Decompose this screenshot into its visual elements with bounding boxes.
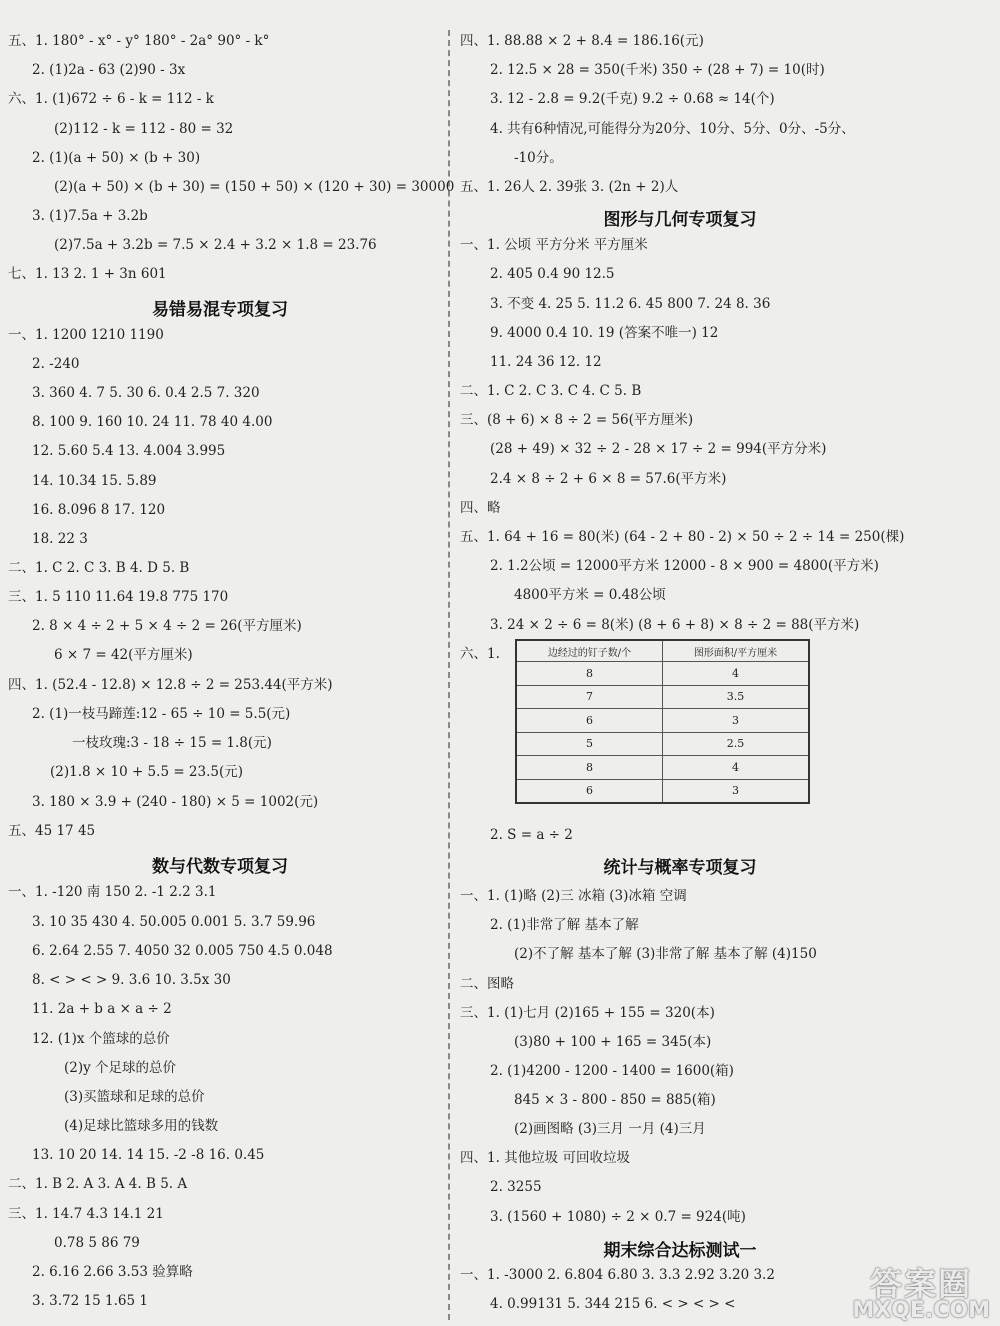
- watermark-title: 答案圈: [870, 1265, 973, 1303]
- left-answer-line: 14. 10.34 15. 5.89: [32, 473, 157, 489]
- column-divider: [448, 30, 450, 1320]
- watermark-url: MXQE.COM: [852, 1298, 990, 1323]
- left-answer-line: (2)y 个足球的总价: [64, 1060, 177, 1076]
- left-answer-line: 6 × 7 = 42(平方厘米): [54, 647, 193, 663]
- table-cell: 2.5: [663, 732, 810, 756]
- right-answer-line: 五、1. 26人 2. 39张 3. (2n + 2)人: [460, 179, 679, 195]
- left-answer-line: 五、45 17 45: [8, 823, 96, 839]
- right-answer-line: (3)80 + 100 + 165 = 345(本): [514, 1034, 712, 1050]
- left-answer-line: 3. 180 × 3.9 + (240 - 180) × 5 = 1002(元): [32, 794, 319, 810]
- right-answer-line: 一、1. 公顷 平方分米 平方厘米: [460, 237, 648, 253]
- table-row: [516, 685, 809, 709]
- right-answer-line: 2. 405 0.4 90 12.5: [490, 266, 615, 282]
- table-cell: 7: [516, 685, 663, 709]
- left-answer-line: 六、1. (1)672 ÷ 6 - k = 112 - k: [8, 91, 214, 107]
- right-answer-line: 一、1. -3000 2. 6.804 6.80 3. 3.3 2.92 3.20 3.2: [460, 1267, 775, 1283]
- left-answer-line: 0.78 5 86 79: [54, 1235, 140, 1251]
- left-answer-line: (2)112 - k = 112 - 80 = 32: [54, 121, 234, 137]
- table-row: [516, 756, 809, 780]
- left-answer-line: (2)(a + 50) × (b + 30) = (150 + 50) × (120 + 30) = 30000: [54, 179, 455, 195]
- table-row: [516, 779, 809, 803]
- right-section-heading: 期末综合达标测试一: [603, 1241, 757, 1261]
- left-answer-line: 一枝玫瑰:3 - 18 ÷ 15 = 1.8(元): [72, 735, 272, 751]
- right-answer-line: 二、图略: [460, 976, 514, 992]
- left-answer-line: 四、1. (52.4 - 12.8) × 12.8 ÷ 2 = 253.44(平方米): [8, 677, 333, 693]
- left-answer-line: (4)足球比篮球多用的钱数: [64, 1118, 219, 1134]
- right-answer-line: 三、1. (1)七月 (2)165 + 155 = 320(本): [460, 1005, 715, 1021]
- left-section-heading: 数与代数专项复习: [152, 857, 288, 877]
- right-answer-line: 三、(8 + 6) × 8 ÷ 2 = 56(平方厘米): [460, 412, 694, 428]
- left-answer-line: 2. (1)(a + 50) × (b + 30): [32, 150, 201, 166]
- right-answer-line: (2)不了解 基本了解 (3)非常了解 基本了解 (4)150: [514, 946, 817, 962]
- table-header-cell: 图形面积/平方厘米: [663, 640, 810, 662]
- table-row: [516, 662, 809, 686]
- left-answer-line: 11. 2a + b a × a ÷ 2: [32, 1001, 172, 1017]
- left-answer-line: 2. (1)一枝马蹄莲:12 - 65 ÷ 10 = 5.5(元): [32, 706, 291, 722]
- right-answer-line: 2. 1.2公顷 = 12000平方米 12000 - 8 × 900 = 4800(平方米): [490, 558, 879, 574]
- left-answer-line: 13. 10 20 14. 14 15. -2 -8 16. 0.45: [32, 1147, 265, 1163]
- left-answer-line: 2. (1)2a - 63 (2)90 - 3x: [32, 62, 186, 78]
- left-answer-line: 七、1. 13 2. 1 + 3n 601: [8, 266, 167, 282]
- right-answer-line: 2. (1)4200 - 1200 - 1400 = 1600(箱): [490, 1063, 734, 1079]
- left-answer-line: 2. -240: [32, 356, 80, 372]
- right-answer-line: 二、1. C 2. C 3. C 4. C 5. B: [460, 383, 642, 399]
- left-answer-line: 二、1. B 2. A 3. A 4. B 5. A: [8, 1176, 188, 1192]
- left-answer-line: 12. 5.60 5.4 13. 4.004 3.995: [32, 443, 226, 459]
- right-answer-line: 2. 12.5 × 28 = 350(千米) 350 ÷ (28 + 7) = 10(时): [490, 62, 825, 78]
- table-cell: 4: [663, 662, 810, 686]
- right-answer-line: 六、1.: [460, 646, 500, 662]
- right-answer-line: 4. 共有6种情况,可能得分为20分、10分、5分、0分、-5分、: [490, 121, 855, 137]
- site-watermark: [852, 1265, 990, 1323]
- nail-area-table: [515, 639, 810, 804]
- left-answer-line: 8. < > < > 9. 3.6 10. 3.5x 30: [32, 972, 231, 988]
- left-answer-line: 16. 8.096 8 17. 120: [32, 502, 166, 518]
- table-header-row: [516, 640, 809, 662]
- table-cell: 3: [663, 709, 810, 733]
- right-section-heading: 图形与几何专项复习: [603, 210, 757, 230]
- left-answer-line: 18. 22 3: [32, 531, 88, 547]
- left-answer-line: 3. 3.72 15 1.65 1: [32, 1293, 148, 1309]
- left-answer-line: 12. (1)x 个篮球的总价: [32, 1031, 170, 1047]
- right-answer-line: 四、1. 其他垃圾 可回收垃圾: [460, 1150, 630, 1166]
- left-answer-line: 3. 360 4. 7 5. 30 6. 0.4 2.5 7. 320: [32, 385, 260, 401]
- right-answer-line: 9. 4000 0.4 10. 19 (答案不唯一) 12: [490, 325, 719, 341]
- right-answer-line: 2.4 × 8 ÷ 2 + 6 × 8 = 57.6(平方米): [490, 471, 727, 487]
- table-cell: 6: [516, 709, 663, 733]
- right-answer-line: 3. 24 × 2 ÷ 6 = 8(米) (8 + 6 + 8) × 8 ÷ 2 = 88(平方米): [490, 617, 860, 633]
- table-row: [516, 709, 809, 733]
- table-cell: 8: [516, 756, 663, 780]
- right-answer-line: (2)画图略 (3)三月 一月 (4)三月: [514, 1121, 706, 1137]
- table-cell: 3: [663, 779, 810, 803]
- right-answer-line: 2. (1)非常了解 基本了解: [490, 917, 639, 933]
- right-answer-line: 11. 24 36 12. 12: [490, 354, 602, 370]
- right-answer-line: 四、1. 88.88 × 2 + 8.4 = 186.16(元): [460, 33, 704, 49]
- right-answer-line: (28 + 49) × 32 ÷ 2 - 28 × 17 ÷ 2 = 994(平方分米): [490, 441, 827, 457]
- right-answer-line: 4800平方米 = 0.48公顷: [514, 587, 666, 603]
- table-cell: 3.5: [663, 685, 810, 709]
- right-answer-line: 一、1. (1)略 (2)三 冰箱 (3)冰箱 空调: [460, 888, 687, 904]
- left-answer-line: 6. 2.64 2.55 7. 4050 32 0.005 750 4.5 0.048: [32, 943, 333, 959]
- left-answer-line: 3. (1)7.5a + 3.2b: [32, 208, 148, 224]
- left-answer-line: 2. 8 × 4 ÷ 2 + 5 × 4 ÷ 2 = 26(平方厘米): [32, 618, 302, 634]
- table-header-cell: 边经过的钉子数/个: [516, 640, 663, 662]
- left-answer-line: 3. 10 35 430 4. 50.005 0.001 5. 3.7 59.96: [32, 914, 316, 930]
- right-answer-line: 3. (1560 + 1080) ÷ 2 × 0.7 = 924(吨): [490, 1209, 746, 1225]
- table-row: [516, 732, 809, 756]
- table-cell: 4: [663, 756, 810, 780]
- table-cell: 6: [516, 779, 663, 803]
- left-answer-line: 一、1. -120 南 150 2. -1 2.2 3.1: [8, 884, 217, 900]
- left-answer-line: 三、1. 14.7 4.3 14.1 21: [8, 1206, 164, 1222]
- left-answer-line: 二、1. C 2. C 3. B 4. D 5. B: [8, 560, 190, 576]
- left-section-heading: 易错易混专项复习: [152, 300, 288, 320]
- right-answer-line: 3. 不变 4. 25 5. 11.2 6. 45 800 7. 24 8. 36: [490, 296, 771, 312]
- left-answer-line: 一、1. 1200 1210 1190: [8, 327, 164, 343]
- right-answer-line: 4. 0.99131 5. 344 215 6. < > < > <: [490, 1296, 736, 1312]
- table-cell: 8: [516, 662, 663, 686]
- left-answer-line: 五、1. 180° - x° - y° 180° - 2a° 90° - k°: [8, 33, 270, 49]
- right-answer-line: 四、略: [460, 500, 501, 516]
- left-answer-line: 8. 100 9. 160 10. 24 11. 78 40 4.00: [32, 414, 273, 430]
- right-answer-line: 2. 3255: [490, 1179, 542, 1195]
- left-answer-line: (2)7.5a + 3.2b = 7.5 × 2.4 + 3.2 × 1.8 = 23.76: [54, 237, 377, 253]
- right-section-heading: 统计与概率专项复习: [603, 858, 757, 878]
- right-answer-line: 845 × 3 - 800 - 850 = 885(箱): [514, 1092, 716, 1108]
- left-answer-line: (2)1.8 × 10 + 5.5 = 23.5(元): [50, 764, 244, 780]
- right-answer-line: 五、1. 64 + 16 = 80(米) (64 - 2 + 80 - 2) × 50 ÷ 2 ÷ 14 = 250(棵): [460, 529, 905, 545]
- right-answer-line: -10分。: [514, 150, 563, 166]
- left-answer-line: 三、1. 5 110 11.64 19.8 775 170: [8, 589, 229, 605]
- right-answer-line: 3. 12 - 2.8 = 9.2(千克) 9.2 ÷ 0.68 ≈ 14(个): [490, 91, 775, 107]
- right-answer-line: 2. S = a ÷ 2: [490, 827, 573, 843]
- left-answer-line: (3)买篮球和足球的总价: [64, 1089, 205, 1105]
- table-cell: 5: [516, 732, 663, 756]
- left-answer-line: 2. 6.16 2.66 3.53 验算略: [32, 1264, 193, 1280]
